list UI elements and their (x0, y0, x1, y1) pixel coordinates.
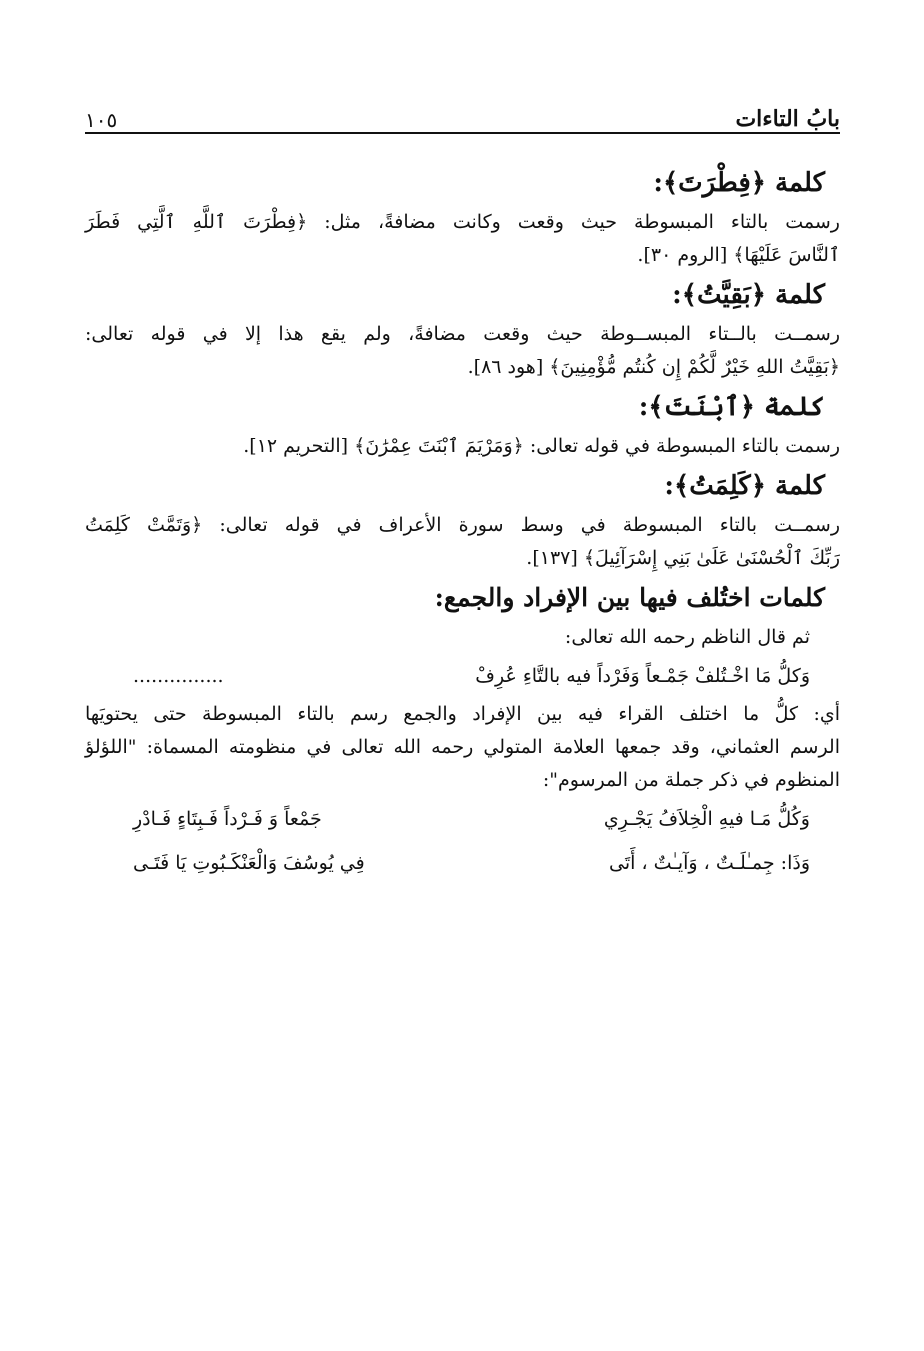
section-heading: كلمة ﴿ٱبْنَتَ﴾: (638, 392, 825, 422)
text-line: الرسم العثماني، وقد جمعها العلامة المتولي رحمه الله تعالى في منظومته المسماة: "اللؤلؤ (85, 736, 840, 758)
section-text (85, 206, 840, 272)
page-number: ١٠٥ (85, 108, 118, 132)
text-line: المنظوم في ذكر جملة من المرسوم": (542, 769, 840, 791)
text-line: رسمت بالتاء المبسوطة في قوله تعالى: ﴿وَمَرْيَمَ ٱبْنَتَ عِمْرَٰنَ﴾ [التحريم ١٢]. (243, 435, 840, 457)
page-header (85, 92, 840, 132)
page-body (85, 160, 840, 885)
text-line: ﴿بَقِيَّتُ اللهِ خَيْرٌ لَّكُمْ إِن كُنتُم مُّؤْمِنِينَ﴾ [هود ٨٦]. (467, 356, 840, 378)
section-baqiyyat (85, 272, 840, 384)
verse-line (85, 654, 840, 698)
header-rule (85, 132, 840, 134)
poem-hemistich: وَذَا: جِمـٰلَـتٌ ، وَآيـٰتٌ ، أَتَى (609, 852, 810, 874)
text-line: أي: كلُّ ما اختلف القراء فيه بين الإفراد والجمع رسم بالتاء المبسوطة حتى يحتويَها (85, 703, 840, 725)
section-heading: كلمة ﴿كَلِمَتُ﴾: (664, 471, 825, 501)
section-fitrat (85, 160, 840, 272)
text-line: ٱلنَّاسَ عَلَيْهَا﴾ [الروم ٣٠]. (637, 244, 840, 266)
section-text (85, 621, 840, 654)
section-text (85, 509, 840, 575)
text-line: رسمــت بالــتاء المبســوطة حيث وقعت مضافةً، ولم يقع هذا إلا في قوله تعالى: (85, 323, 840, 345)
section-heading: كلمة ﴿بَقِيَّتُ﴾: (672, 280, 825, 310)
verse-hemistich: ............... (133, 665, 224, 687)
text-line: رسمت بالتاء المبسوطة حيث وقعت وكانت مضافةً، مثل: ﴿فِطْرَتَ ٱللَّهِ ٱلَّتِي فَطَرَ (85, 211, 840, 233)
poem-line (85, 797, 840, 841)
section-text (85, 430, 840, 463)
section-heading: كلمات اختُلف فيها بين الإفراد والجمع: (434, 583, 825, 612)
section-text (85, 698, 840, 797)
section-text (85, 318, 840, 384)
section-ibnat (85, 384, 840, 463)
section-plural-singular (85, 575, 840, 885)
poem-hemistich: فِي يُوسُفَ وَالْعَنْكَـبُوتِ يَا فَتَـى (133, 852, 365, 874)
poem-hemistich: وَكُلُّ مَـا فيهِ الْخِلاَفُ يَجْـرِي (603, 808, 810, 830)
text-line: ثم قال الناظم رحمه الله تعالى: (564, 626, 810, 648)
section-kalimat (85, 463, 840, 575)
verse-hemistich: وَكلُّ مَا اخْـتُلفْ جَمْـعاً وَفَرْداً فيه بالتَّاءِ عُرِفْ (475, 665, 810, 687)
section-heading: كلمة ﴿فِطْرَتَ﴾: (653, 168, 825, 198)
poem-line (85, 841, 840, 885)
poem-hemistich: جَمْعاً وَ فَـرْداً فَـبِتَاءٍ فَـادْرِ (133, 808, 322, 830)
text-line: رَبِّكَ ٱلْحُسْنَىٰ عَلَىٰ بَنِي إِسْرَآئِيلَ﴾ [١٣٧]. (526, 547, 840, 569)
chapter-title: بابُ التاءات (735, 106, 840, 132)
text-line: رسمــت بالتاء المبسوطة في وسط سورة الأعراف في قوله تعالى: ﴿وَتَمَّتْ كَلِمَتُ (85, 514, 840, 536)
